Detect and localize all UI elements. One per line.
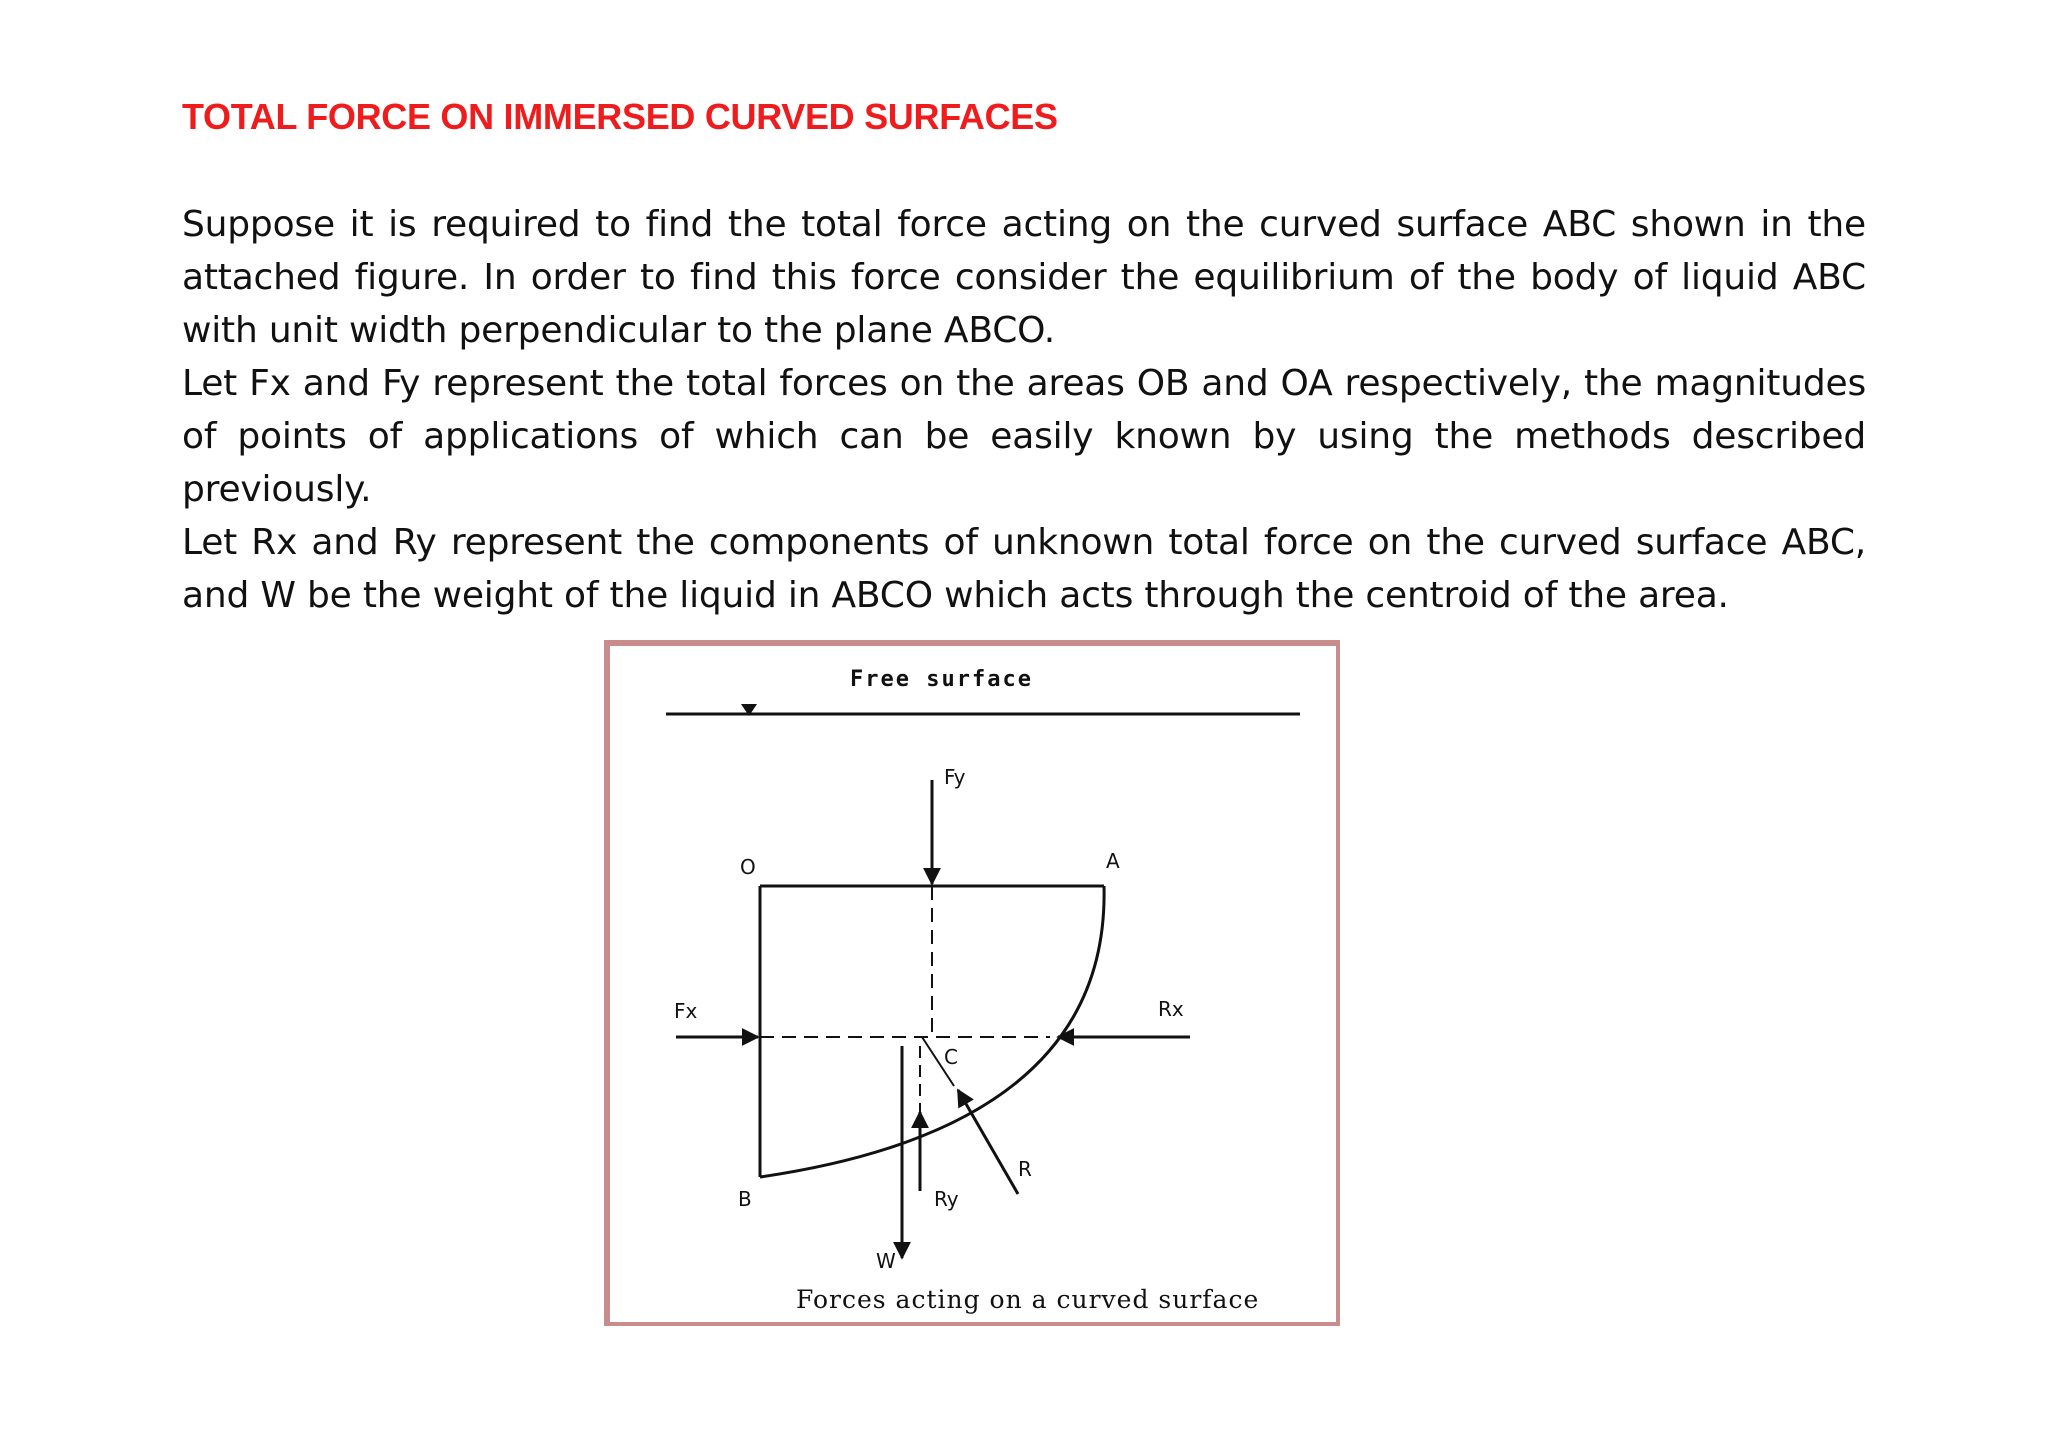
label-b: B — [738, 1187, 752, 1211]
label-ry: Ry — [934, 1187, 959, 1211]
free-surface-label: Free surface — [850, 667, 1033, 692]
label-a: A — [1106, 849, 1120, 873]
label-fy: Fy — [944, 765, 966, 789]
paragraph-3: Let Rx and Ry represent the components of unknown total force on the curved surface ABC, and W be the weight of the liquid in ABCO which acts through the centroid of the area. — [182, 522, 1866, 616]
label-c: C — [944, 1045, 958, 1069]
paragraph-2: Let Fx and Fy represent the total forces on the areas OB and OA respectively, the magnitudes of points of applications of which can be easily known by using the methods described previously. — [182, 363, 1866, 510]
label-o: O — [740, 855, 756, 879]
curved-surface-diagram — [610, 646, 1340, 1326]
figure-frame — [604, 640, 1340, 1326]
slide-title: TOTAL FORCE ON IMMERSED CURVED SURFACES — [182, 96, 1058, 137]
r-arrow — [958, 1090, 1018, 1194]
label-fx: Fx — [674, 999, 698, 1023]
label-r: R — [1018, 1157, 1032, 1181]
paragraph-1: Suppose it is required to find the total force acting on the curved surface ABC shown in the attached figure. In order to find this force consider the equilibrium of the body of liquid ABC with unit width perpendicular to the plane ABCO. — [182, 204, 1866, 351]
label-rx: Rx — [1158, 997, 1184, 1021]
label-w: W — [876, 1249, 896, 1273]
figure-caption: Forces acting on a curved surface — [796, 1285, 1260, 1314]
body-text — [182, 198, 1866, 622]
